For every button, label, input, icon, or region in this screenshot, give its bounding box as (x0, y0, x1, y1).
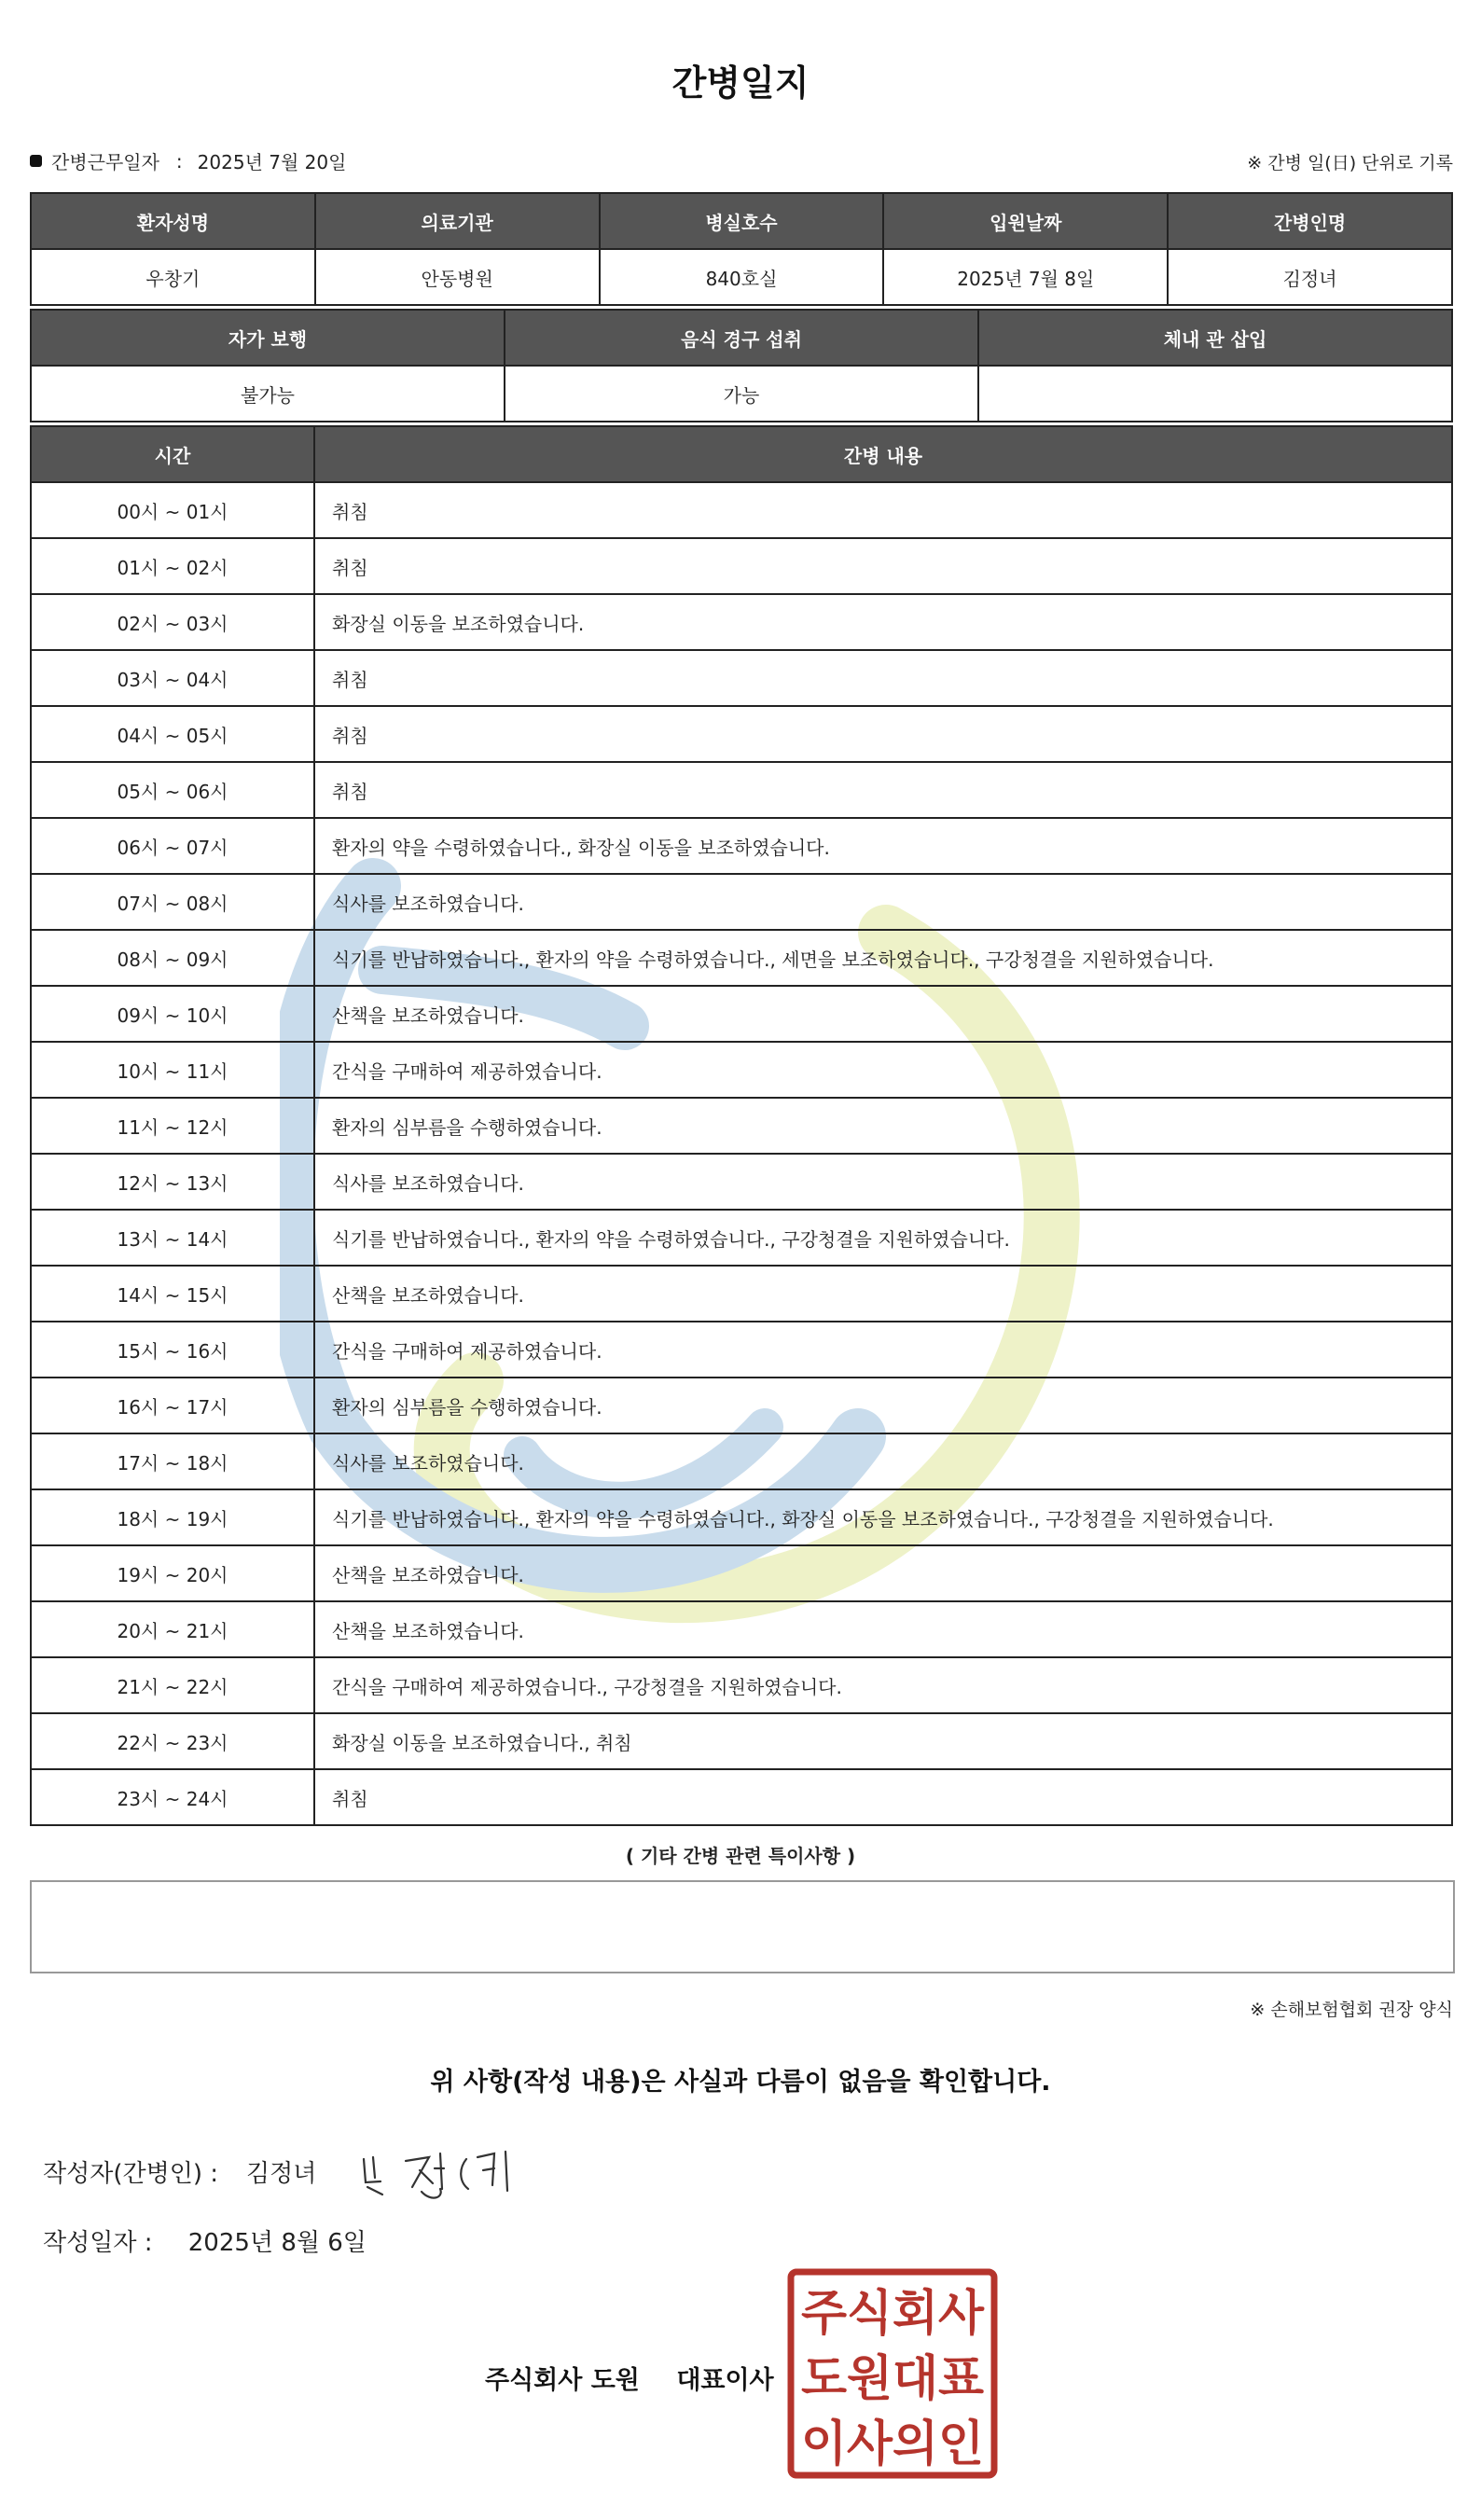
work-date-label: 간병근무일자 (51, 151, 159, 173)
table-row (31, 1489, 1452, 1545)
patient-info-table (30, 192, 1453, 306)
bullet-icon (30, 155, 42, 167)
table-row (31, 1713, 1452, 1769)
writer-name: 김정녀 (246, 2160, 317, 2188)
table-row (31, 1042, 1452, 1098)
time-cell: 04시 ~ 05시 (31, 706, 314, 762)
seal-line-3: 이사의인 (801, 2416, 984, 2472)
care-content-cell: 식기를 반납하였습니다., 환자의 약을 수령하였습니다., 구강청결을 지원하였습니다. (314, 1210, 1452, 1266)
header-hospital: 의료기관 (315, 193, 600, 249)
time-cell: 00시 ~ 01시 (31, 482, 314, 538)
table-row (31, 594, 1452, 650)
document-title: 간병일지 (671, 62, 810, 104)
care-content-cell: 산책을 보조하였습니다. (314, 1266, 1452, 1322)
table-row (31, 538, 1452, 594)
care-content-cell: 취침 (314, 538, 1452, 594)
care-content-cell: 간식을 구매하여 제공하였습니다. (314, 1042, 1452, 1098)
care-content-cell: 산책을 보조하였습니다. (314, 986, 1452, 1042)
table-row (31, 1545, 1452, 1601)
care-content-cell: 취침 (314, 762, 1452, 818)
time-cell: 14시 ~ 15시 (31, 1266, 314, 1322)
admission-date: 2025년 7월 8일 (883, 249, 1168, 305)
patient-status-table (30, 309, 1453, 422)
writer-line (43, 2154, 316, 2189)
table-header-row (31, 310, 1452, 366)
time-cell: 15시 ~ 16시 (31, 1322, 314, 1378)
care-content-cell: 식기를 반납하였습니다., 환자의 약을 수령하였습니다., 세면을 보조하였습니다., 구강청결을 지원하였습니다. (314, 930, 1452, 986)
table-row (31, 1098, 1452, 1154)
time-cell: 06시 ~ 07시 (31, 818, 314, 874)
header-self-walking: 자가 보행 (31, 310, 505, 366)
care-content-cell: 취침 (314, 482, 1452, 538)
table-row (31, 1378, 1452, 1433)
table-row (31, 1769, 1452, 1825)
care-content-cell: 화장실 이동을 보조하였습니다. (314, 594, 1452, 650)
time-cell: 01시 ~ 02시 (31, 538, 314, 594)
table-row (31, 762, 1452, 818)
table-row (31, 1154, 1452, 1210)
table-row (31, 650, 1452, 706)
care-content-cell: 식사를 보조하였습니다. (314, 1154, 1452, 1210)
table-row (31, 706, 1452, 762)
time-cell: 05시 ~ 06시 (31, 762, 314, 818)
care-table-body (31, 482, 1452, 1825)
time-cell: 10시 ~ 11시 (31, 1042, 314, 1098)
seal-line-1: 주식회사 (801, 2286, 985, 2342)
work-date-block (30, 147, 346, 174)
care-content-cell: 산책을 보조하였습니다. (314, 1545, 1452, 1601)
care-content-cell: 식기를 반납하였습니다., 환자의 약을 수령하였습니다., 화장실 이동을 보조하였습니다., 구강청결을 지원하였습니다. (314, 1489, 1452, 1545)
patient-name: 우창기 (31, 249, 315, 305)
form-note: ※ 손해보험협회 권장 양식 (1250, 2000, 1453, 2020)
table-row (31, 1657, 1452, 1713)
written-date-line (43, 2223, 367, 2258)
time-cell: 18시 ~ 19시 (31, 1489, 314, 1545)
table-row (31, 1266, 1452, 1322)
care-content-cell: 취침 (314, 1769, 1452, 1825)
self-walking-value: 불가능 (31, 366, 505, 422)
header-oral-intake: 음식 경구 섭취 (505, 310, 978, 366)
table-row (31, 874, 1452, 930)
header-admission-date: 입원날짜 (883, 193, 1168, 249)
time-cell: 16시 ~ 17시 (31, 1378, 314, 1433)
record-unit-note: ※ 간병 일(日) 단위로 기록 (1247, 153, 1453, 173)
time-cell: 13시 ~ 14시 (31, 1210, 314, 1266)
room-number: 840호실 (600, 249, 884, 305)
table-row (31, 1210, 1452, 1266)
care-content-cell: 취침 (314, 650, 1452, 706)
header-tube-insertion: 체내 관 삽입 (978, 310, 1452, 366)
caregiver-name: 김정녀 (1168, 249, 1452, 305)
time-cell: 19시 ~ 20시 (31, 1545, 314, 1601)
care-content-cell: 간식을 구매하여 제공하였습니다., 구강청결을 지원하였습니다. (314, 1657, 1452, 1713)
time-cell: 07시 ~ 08시 (31, 874, 314, 930)
seal-line-2: 도원대표 (801, 2351, 984, 2407)
header-caregiver: 간병인명 (1168, 193, 1452, 249)
writer-label: 작성자(간병인) : (43, 2160, 219, 2188)
table-row (31, 249, 1452, 305)
hourly-care-table (30, 425, 1453, 1826)
care-content-cell: 산책을 보조하였습니다. (314, 1601, 1452, 1657)
confirmation-statement: 위 사항(작성 내용)은 사실과 다름이 없음을 확인합니다. (430, 2068, 1051, 2097)
header-room: 병실호수 (600, 193, 884, 249)
care-content-cell: 환자의 심부름을 수행하였습니다. (314, 1378, 1452, 1433)
notes-box (30, 1880, 1455, 1973)
time-cell: 11시 ~ 12시 (31, 1098, 314, 1154)
time-cell: 02시 ~ 03시 (31, 594, 314, 650)
care-content-cell: 식사를 보조하였습니다. (314, 1433, 1452, 1489)
table-row (31, 1601, 1452, 1657)
meta-row (30, 147, 1453, 181)
company-name: 주식회사 도원 (485, 2366, 640, 2395)
table-row (31, 1322, 1452, 1378)
handwritten-signature (354, 2140, 522, 2206)
table-row (31, 1433, 1452, 1489)
ceo-title: 대표이사 (676, 2366, 774, 2395)
table-row (31, 930, 1452, 986)
time-cell: 20시 ~ 21시 (31, 1601, 314, 1657)
header-time: 시간 (31, 426, 314, 482)
time-cell: 23시 ~ 24시 (31, 1769, 314, 1825)
care-content-cell: 환자의 약을 수령하였습니다., 화장실 이동을 보조하였습니다. (314, 818, 1452, 874)
table-header-row (31, 193, 1452, 249)
company-line (485, 2360, 774, 2396)
care-content-cell: 취침 (314, 706, 1452, 762)
time-cell: 21시 ~ 22시 (31, 1657, 314, 1713)
table-row (31, 366, 1452, 422)
time-cell: 03시 ~ 04시 (31, 650, 314, 706)
table-header-row (31, 426, 1452, 482)
table-row (31, 482, 1452, 538)
table-row (31, 986, 1452, 1042)
care-content-cell: 식사를 보조하였습니다. (314, 874, 1452, 930)
time-cell: 12시 ~ 13시 (31, 1154, 314, 1210)
time-cell: 09시 ~ 10시 (31, 986, 314, 1042)
notes-title: ( 기타 간병 관련 특이사항 ) (625, 1845, 856, 1867)
header-patient-name: 환자성명 (31, 193, 315, 249)
hospital-name: 안동병원 (315, 249, 600, 305)
time-cell: 08시 ~ 09시 (31, 930, 314, 986)
work-date-separator: : (175, 149, 183, 173)
written-date-label: 작성일자 : (43, 2229, 153, 2257)
header-care-content: 간병 내용 (314, 426, 1452, 482)
table-row (31, 818, 1452, 874)
time-cell: 17시 ~ 18시 (31, 1433, 314, 1489)
company-seal (787, 2268, 998, 2479)
care-content-cell: 화장실 이동을 보조하였습니다., 취침 (314, 1713, 1452, 1769)
care-content-cell: 환자의 심부름을 수행하였습니다. (314, 1098, 1452, 1154)
time-cell: 22시 ~ 23시 (31, 1713, 314, 1769)
work-date-value: 2025년 7월 20일 (197, 151, 347, 173)
written-date-value: 2025년 8월 6일 (187, 2229, 367, 2257)
care-content-cell: 간식을 구매하여 제공하였습니다. (314, 1322, 1452, 1378)
tube-insertion-value (978, 366, 1452, 422)
oral-intake-value: 가능 (505, 366, 978, 422)
